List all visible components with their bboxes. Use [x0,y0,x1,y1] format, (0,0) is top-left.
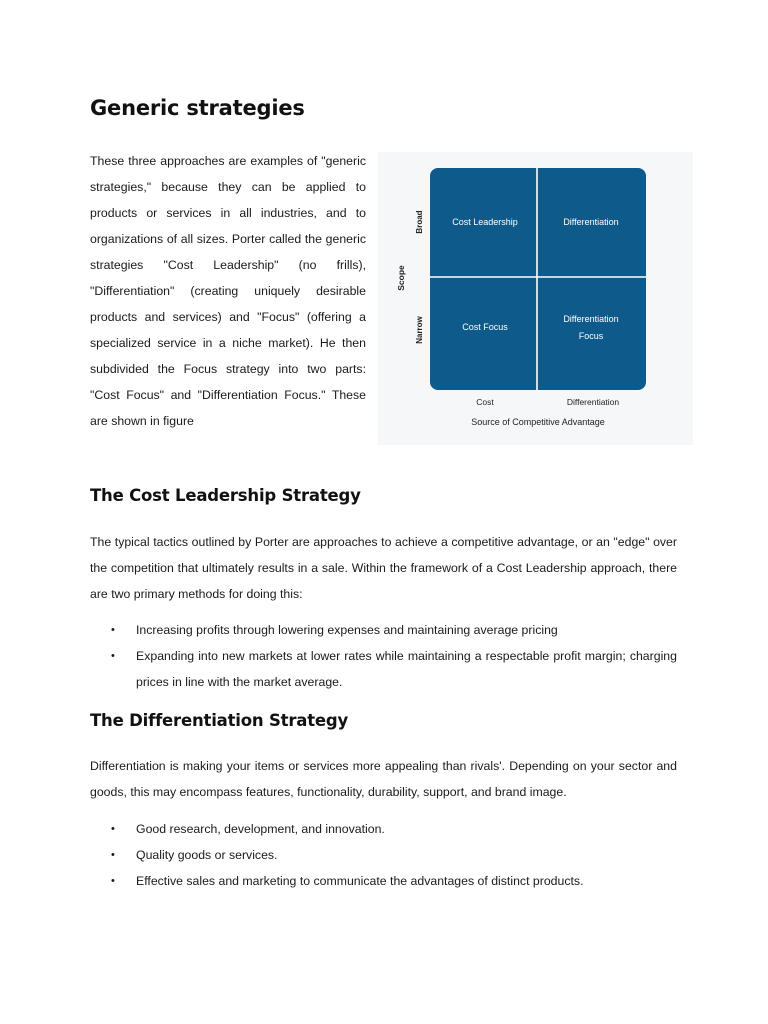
heading-cost-leadership: The Cost Leadership Strategy [90,486,361,505]
differentiation-list [90,816,677,894]
x-axis-differentiation-label: Differentiation [566,397,620,407]
cost-leadership-list [90,617,677,695]
x-axis-cost-label: Cost [476,397,494,407]
cell-differentiation: Differentiation [563,217,619,227]
matrix-background [430,168,646,390]
cell-differentiation-focus-line2: Focus [578,331,604,341]
list-item: • Expanding into new markets at lower rates while maintaining a respectable profit margin; charging prices in line with the market average. [90,643,677,695]
porter-generic-strategies-figure [378,152,693,445]
y-axis-scope-title: Scope [396,265,406,291]
strategy-matrix-diagram [378,152,693,445]
cell-differentiation-focus-line1: Differentiation [563,314,619,324]
list-item: • Effective sales and marketing to communicate the advantages of distinct products. [90,868,677,894]
cost-leadership-paragraph: The typical tactics outlined by Porter are approaches to achieve a competitive advantage, or an "edge" over the competition that ultimately results in a sale. Within the framework of a Cost Leadership approach, there are two primary methods for doing this: [90,535,677,601]
cell-cost-leadership: Cost Leadership [452,217,518,227]
y-axis-broad-label: Broad [415,210,424,234]
list-item: • Increasing profits through lowering expenses and maintaining average pricing [90,617,677,643]
y-axis-narrow-label: Narrow [415,316,424,344]
heading-generic-strategies: Generic strategies [90,96,305,120]
differentiation-paragraph: Differentiation is making your items or services more appealing than rivals'. Depending on your sector and goods, this may encompass features, functionality, durability, support, and brand image. [90,759,677,799]
generic-strategies-paragraph: These three approaches are examples of "generic strategies," because they can be applied to products or services in all industries, and to organizations of all sizes. Porter called the generic strategies "Cost Leadership" (no frills), "Differentiation" (creating uniquely desirable products and services) and "Focus" (offering a specialized service in a niche market). He then subdivided the Focus strategy into two parts: "Cost Focus" and "Differentiation Focus." These are shown in figure [90,154,366,428]
x-axis-title: Source of Competitive Advantage [471,417,605,427]
list-item: • Good research, development, and innovation. [90,816,677,842]
cell-cost-focus: Cost Focus [462,322,508,332]
heading-differentiation: The Differentiation Strategy [90,711,349,730]
list-item: • Quality goods or services. [90,842,677,868]
